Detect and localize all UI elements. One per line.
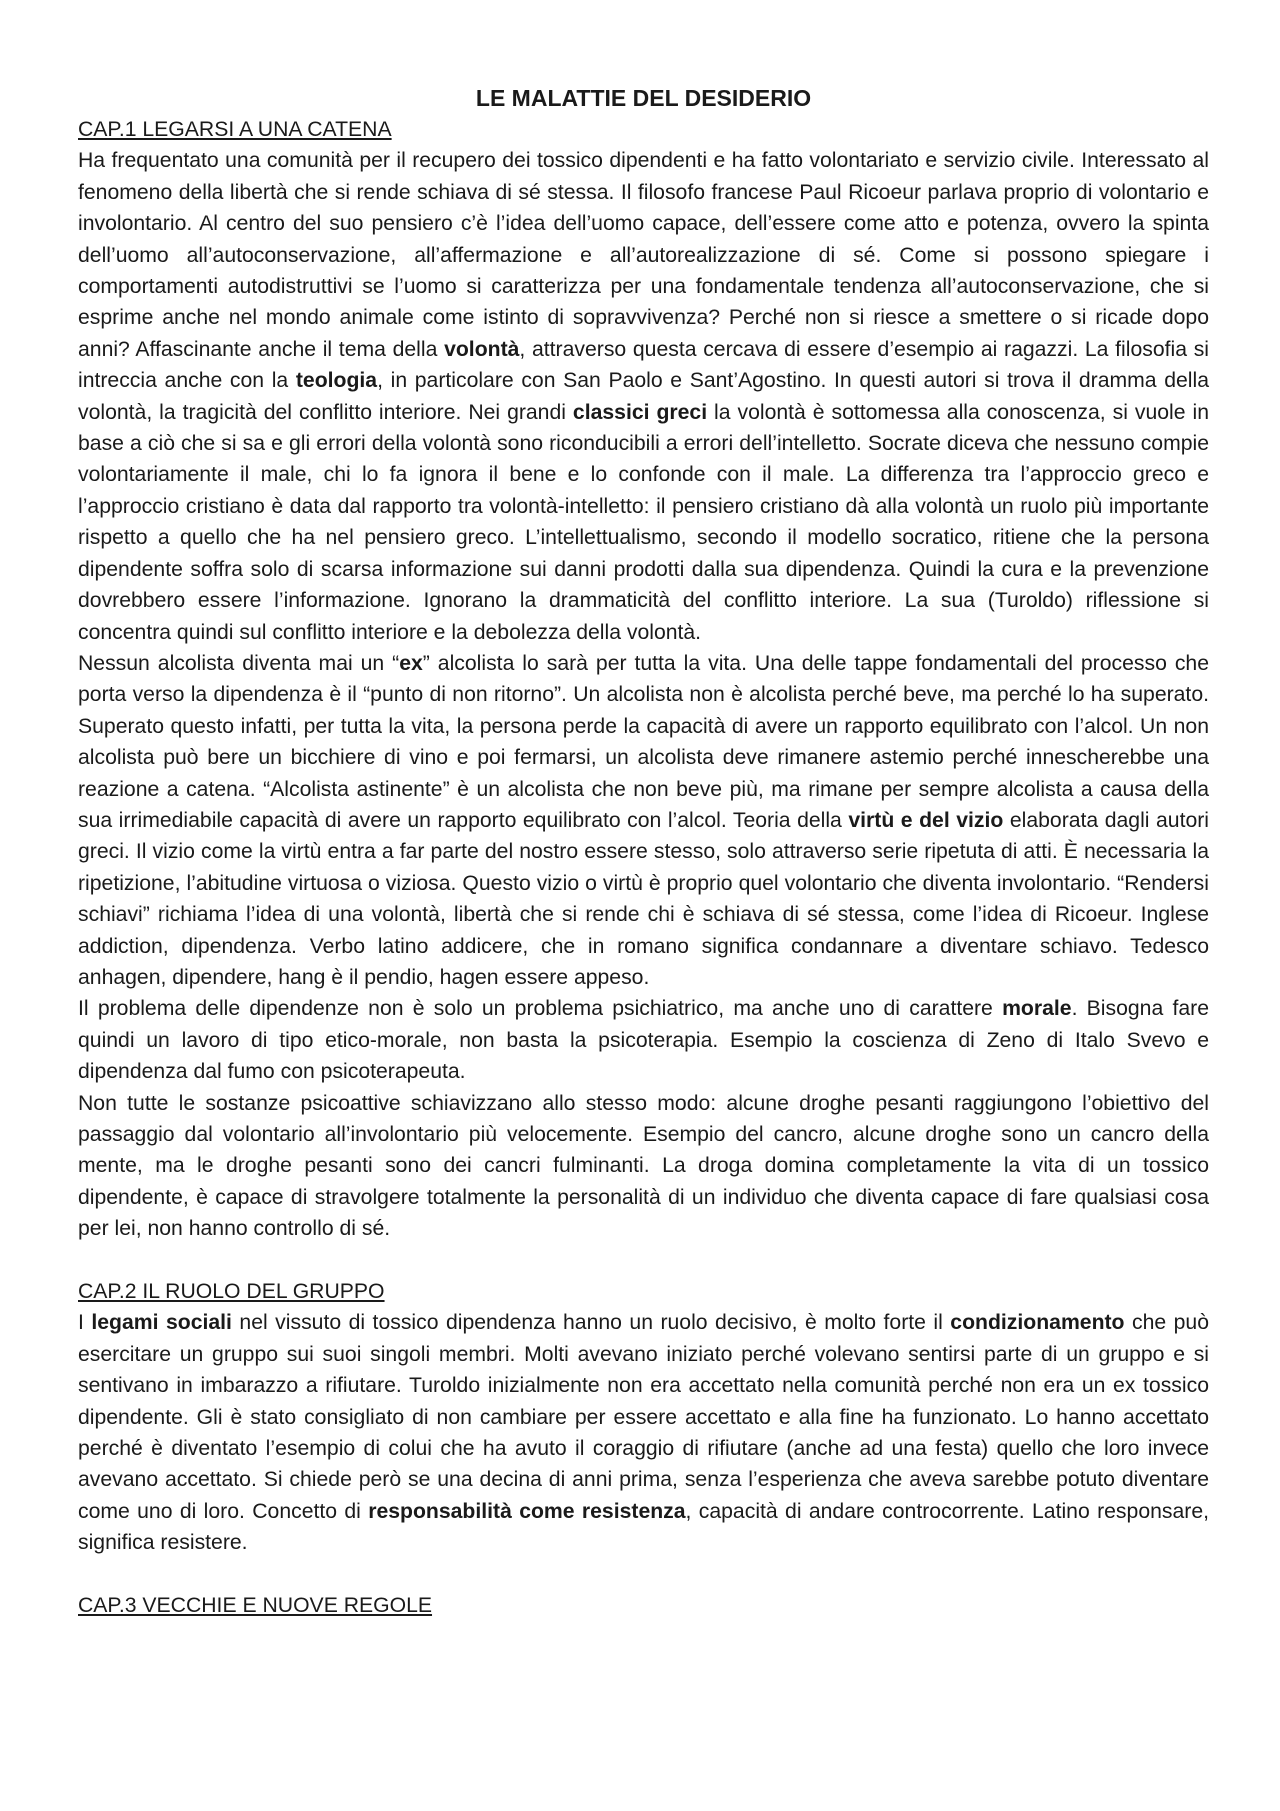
section-cap3 (78, 1590, 1209, 1621)
paragraph (78, 1307, 1209, 1558)
section-cap1 (78, 114, 1209, 1245)
text-run: nel vissuto di tossico dipendenza hanno un ruolo decisivo, è molto forte il (231, 1311, 951, 1335)
paragraph (78, 145, 1209, 648)
paragraph (78, 1088, 1209, 1245)
text-run: elaborata dagli autori greci. Il vizio come la virtù entra a far parte del nostro essere stesso, solo attraverso serie ripetuta di atti. È necessaria la ripetizione, l’abitudine virtuosa o viziosa. Questo vizio o virtù è proprio quel volontario che diventa involontario. “Rendersi schiavi” richiama l’idea di una volontà, libertà che si rende chi è schiava di sé stessa, come l’idea di Ricoeur. Inglese addiction, dipendenza. Verbo latino addicere, che in romano significa condannare a diventare schiavo. Tedesco anhagen, dipendere, hang è il pendio, hagen essere appeso. (78, 808, 1210, 989)
text-run: Ha frequentato una comunità per il recupero dei tossico dipendenti e ha fatto volontariato e servizio civile. Interessato al fenomeno della libertà che si rende schiava di sé stessa. Il filosofo francese Paul Ricoeur parlava proprio di volontario e involontario. Al centro del suo pensiero c’è l’idea dell’uomo capace, dell’essere come atto e potenza, ovvero la spinta dell’uomo all’autoconservazione, all’affermazione e all’autorealizzazione di sé. Come si possono spiegare i comportamenti autodistruttivi se l’uomo si caratterizza per una fondamentale tendenza all’autoconservazione, che si esprime anche nel mondo animale come istinto di sopravvivenza? Perché non si riesce a smettere o si ricade dopo anni? Affascinante anche il tema della (78, 149, 1209, 361)
text-run: ” alcolista lo sarà per tutta la vita. Una delle tappe fondamentali del processo che porta verso la dipendenza è il “punto di non ritorno”. Un alcolista non è alcolista perché beve, ma perché lo ha superato. Superato questo infatti, per tutta la vita, la persona perde la capacità di avere un rapporto equilibrato con l’alcol. Un non alcolista può bere un bicchiere di vino e poi fermarsi, un alcolista deve rimanere astemio perché innescherebbe una reazione a catena. “Alcolista astinente” è un alcolista che non beve più, ma rimane per sempre alcolista a causa della sua irrimediabile capacità di avere un rapporto equilibrato con l’alcol. Teoria della (78, 651, 1209, 832)
bold-text: condizionamento (950, 1311, 1125, 1335)
bold-text: classici greci (572, 400, 708, 424)
text-run: , capacità di andare controcorrente. Latino responsare, significa resistere. (78, 1499, 1209, 1555)
text-run: la volontà è sottomessa alla conoscenza, si vuole in base a ciò che si sa e gli errori della volontà sono riconducibili a errori dell’intelletto. Socrate diceva che nessuno compie volontariamente il male, chi lo fa ignora il bene e lo confonde con il male. La differenza tra l’approccio greco e l’approccio cristiano è data dal rapporto tra volontà-intelletto: il pensiero cristiano dà alla volontà un ruolo più importante rispetto a quello che ha nel pensiero greco. L’intellettualismo, secondo il modello socratico, ritiene che la persona dipendente soffra solo di scarsa informazione sui danni prodotti dalla sua dipendenza. Quindi la cura e la prevenzione dovrebbero essere l’informazione. Ignorano la drammaticità del conflitto interiore. La sua (Turoldo) riflessione si concentra quindi sul conflitto interiore e la debolezza della volontà. (78, 400, 1209, 644)
text-run: Nessun alcolista diventa mai un “ (78, 651, 400, 675)
text-run: I (78, 1311, 92, 1335)
bold-text: teologia (295, 369, 378, 393)
paragraph (78, 993, 1209, 1087)
paragraph (78, 648, 1209, 993)
section-cap2 (78, 1276, 1209, 1559)
bold-text: morale (1002, 997, 1072, 1021)
bold-text: ex (399, 651, 423, 675)
bold-text: virtù e del vizio (848, 808, 1004, 832)
document-page (78, 82, 1209, 1621)
spacer (78, 1559, 1209, 1590)
bold-text: legami sociali (91, 1311, 232, 1335)
text-run: che può esercitare un gruppo sui suoi singoli membri. Molti avevano iniziato perché volevano sentirsi parte di un gruppo e si sentivano in imbarazzo a rifiutare. Turoldo inizialmente non era accettato nella comunità perché non era un ex tossico dipendente. Gli è stato consigliato di non cambiare per essere accettato e alla fine ha funzionato. Lo hanno accettato perché è diventato l’esempio di colui che ha avuto il coraggio di rifiutare (anche ad una festa) quello che loro invece avevano accettato. Si chiede però se una decina di anni prima, senza l’esperienza che aveva sarebbe potuto diventare come uno di loro. Concetto di (78, 1311, 1209, 1523)
text-run: . Bisogna fare quindi un lavoro di tipo etico-morale, non basta la psicoterapia. Esempio la coscienza di Zeno di Italo Svevo e dipendenza dal fumo con psicoterapeuta. (78, 997, 1209, 1084)
bold-text: volontà (444, 337, 520, 361)
text-run: , attraverso questa cercava di essere d’esempio ai ragazzi. La filosofia si intreccia anche con la (78, 337, 1209, 393)
section-heading-cap2: CAP.2 IL RUOLO DEL GRUPPO (78, 1280, 385, 1304)
text-run: Non tutte le sostanze psicoattive schiavizzano allo stesso modo: alcune droghe pesanti raggiungono l’obiettivo del passaggio dal volontario all’involontario più velocemente. Esempio del cancro, alcune droghe sono un cancro della mente, ma le droghe pesanti sono dei cancri fulminanti. La droga domina completamente la vita di un tossico dipendente, è capace di stravolgere totalmente la personalità di un individuo che diventa capace di fare qualsiasi cosa per lei, non hanno controllo di sé. (78, 1091, 1209, 1241)
section-heading-cap3: CAP.3 VECCHIE E NUOVE REGOLE (78, 1594, 433, 1618)
spacer (78, 1245, 1209, 1276)
document-title: LE MALATTIE DEL DESIDERIO (475, 85, 812, 111)
text-run: , in particolare con San Paolo e Sant’Agostino. In questi autori si trova il dramma della volontà, la tragicità del conflitto interiore. Nei grandi (78, 369, 1210, 424)
text-run: Il problema delle dipendenze non è solo un problema psichiatrico, ma anche uno di carattere (78, 997, 1003, 1021)
section-heading-cap1: CAP.1 LEGARSI A UNA CATENA (78, 118, 392, 141)
bold-text: responsabilità come resistenza (368, 1499, 686, 1523)
